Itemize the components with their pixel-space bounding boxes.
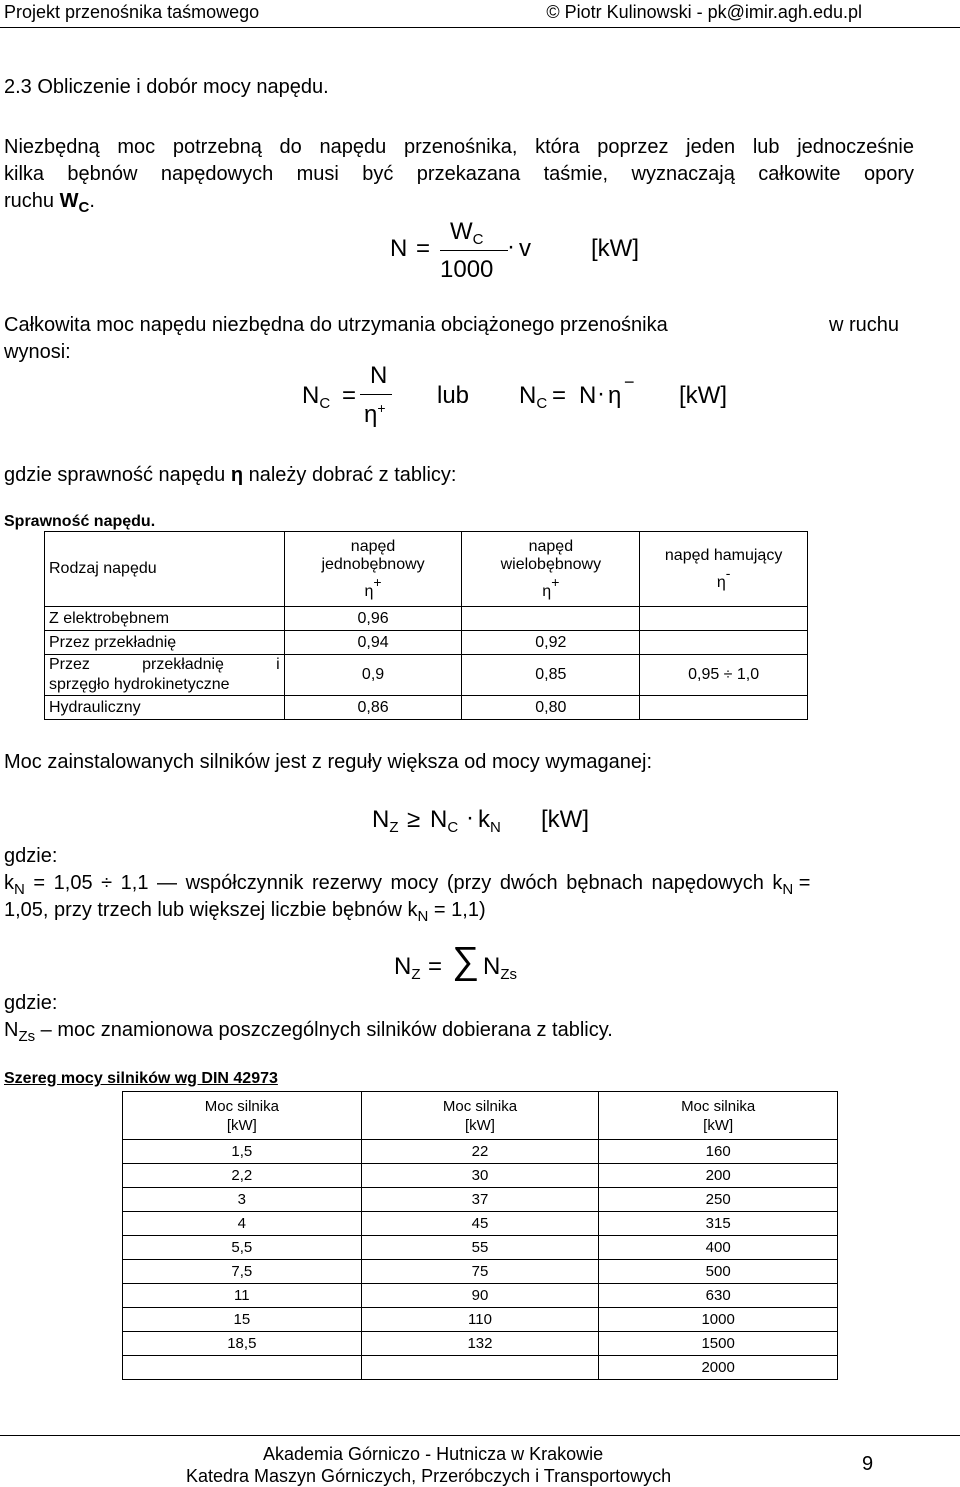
power-cell-col3: 1500 — [599, 1332, 838, 1356]
where1-line-2 — [4, 897, 486, 930]
f2-denominator — [364, 400, 386, 429]
f3-nc-sub: C — [447, 819, 459, 836]
table-row — [123, 1140, 838, 1164]
wc-subscript: C — [78, 199, 90, 216]
eff-text-suffix: należy dobrać z tablicy: — [243, 464, 457, 486]
power-cell-col1: 3 — [123, 1188, 362, 1212]
f4-eq: = — [428, 953, 443, 980]
eff-cell-type: Z elektrobębnem — [45, 607, 285, 631]
power-cell-col2: 110 — [361, 1308, 599, 1332]
eff-header-multi-sup: + — [551, 573, 560, 590]
f4-sum-sign: ∑ — [452, 940, 480, 982]
f3-mult: · — [466, 804, 474, 831]
eff-header-multi-l1: napęd — [528, 537, 574, 555]
f1-eq: = — [416, 235, 431, 262]
eff-text — [4, 462, 456, 489]
power-header-col2 — [361, 1092, 599, 1140]
header-left: Projekt przenośnika taśmowego — [4, 2, 260, 22]
power-header-col3-l2: [kW] — [703, 1116, 734, 1134]
eff-cell-braking — [640, 607, 808, 631]
eff-header-row — [45, 532, 808, 607]
table-row — [123, 1308, 838, 1332]
intro-line-2: kilka bębnów napędowych musi być przekazana taśmie, wyznaczają całkowite opory — [4, 163, 914, 185]
power-header-row — [123, 1092, 838, 1140]
intro-line-3-end: . — [89, 190, 95, 212]
eff-cell-type — [45, 655, 285, 696]
f1-num-sub: C — [472, 231, 484, 248]
f1-mult: · — [507, 233, 515, 260]
wc-symbol — [59, 190, 90, 216]
power-header-col2-l1: Moc silnika — [442, 1097, 518, 1115]
installed-text: Moc zainstalowanych silników jest z reguły większa od mocy wymaganej: — [4, 751, 653, 773]
power-cell-col2: 45 — [361, 1212, 599, 1236]
efficiency-table — [44, 531, 808, 720]
f4-rhs-sub: Zs — [500, 966, 518, 983]
eff-text-eta: η — [230, 464, 244, 486]
f3-nc-letter: N — [430, 806, 448, 833]
eff-table-caption: Sprawność napędu. — [4, 513, 156, 530]
f2-unit: [kW] — [679, 382, 727, 409]
power-cell-col3: 400 — [599, 1236, 838, 1260]
power-cell-col3: 1000 — [599, 1308, 838, 1332]
where1-label: gdzie: — [4, 845, 58, 867]
table-row — [45, 607, 808, 631]
power-cell-col3: 630 — [599, 1284, 838, 1308]
power-cell-col1: 7,5 — [123, 1260, 362, 1284]
eff-header-braking-sym — [644, 565, 803, 592]
eff-cell-single: 0,9 — [284, 655, 462, 696]
power-cell-col2: 55 — [361, 1236, 599, 1260]
eff-cell-multi: 0,80 — [462, 696, 640, 720]
eff-header-braking-l1: napęd hamujący — [664, 546, 783, 564]
intro-line-3-text: ruchu — [4, 190, 60, 212]
power-header-col1-l1: Moc silnika — [204, 1097, 279, 1115]
f4-lhs-letter: N — [394, 953, 412, 980]
table-row — [123, 1260, 838, 1284]
eff-header-braking-sup: - — [725, 564, 731, 581]
eff-cell-multi: 0,92 — [462, 631, 640, 655]
eff-header-type: Rodzaj napędu — [45, 532, 285, 607]
eff-cell-single: 0,96 — [284, 607, 462, 631]
table-row — [45, 696, 808, 720]
eff-header-multi-sym — [466, 574, 635, 601]
eff-cell-multi: 0,85 — [462, 655, 640, 696]
footer-line-2: Katedra Maszyn Górniczych, Przeróbczych i Transportowych — [186, 1466, 672, 1486]
f2-lhs2-sub: C — [536, 395, 548, 412]
f2-lhs-letter: N — [302, 382, 320, 409]
f2-eq: = — [342, 382, 357, 409]
f3-op: ≥ — [407, 806, 421, 833]
f2-eq2: = — [552, 382, 567, 409]
eff-cell-multi — [462, 607, 640, 631]
eff-cell-type-l2: sprzęgło hydrokinetyczne — [49, 676, 230, 693]
f2-or: lub — [437, 382, 470, 409]
power-header-col1-l2: [kW] — [226, 1116, 257, 1134]
power-series-table — [122, 1091, 838, 1380]
power-cell-col2 — [361, 1356, 599, 1380]
eff-cell-single: 0,86 — [284, 696, 462, 720]
eff-header-multi — [462, 532, 640, 607]
footer-rule — [0, 1435, 960, 1436]
eff-header-braking — [640, 532, 808, 607]
f3-nc — [430, 806, 458, 836]
where1-text1-sub: N — [782, 881, 794, 898]
total-text-line-1-end: w ruchu — [829, 314, 900, 336]
eff-header-braking-eta: η — [716, 573, 726, 591]
power-cell-col3: 160 — [599, 1140, 838, 1164]
f2-eta: η — [608, 382, 622, 409]
power-cell-col2: 37 — [361, 1188, 599, 1212]
power-cell-col1: 15 — [123, 1308, 362, 1332]
eff-cell-braking — [640, 696, 808, 720]
f3-lhs-sub: Z — [389, 819, 399, 836]
f2-lhs2-letter: N — [519, 382, 537, 409]
where2-line — [4, 1017, 613, 1050]
f2-mult: · — [597, 380, 605, 407]
f4-rhs — [483, 953, 517, 983]
where2-label: gdzie: — [4, 992, 58, 1014]
where1-text1-end: = — [793, 872, 811, 894]
table-row — [123, 1212, 838, 1236]
f1-var: v — [519, 235, 531, 262]
power-table-caption: Szereg mocy silników wg DIN 42973 — [4, 1070, 278, 1087]
where1-line2-sub: N — [417, 908, 429, 925]
total-text-line-2: wynosi: — [4, 341, 71, 363]
total-text-line-1: Całkowita moc napędu niezbędna do utrzymania obciążonego przenośnika — [4, 314, 668, 336]
power-cell-col2: 22 — [361, 1140, 599, 1164]
table-row — [123, 1332, 838, 1356]
eff-cell-type-l1: Przez przekładnię i — [49, 656, 280, 673]
eff-text-prefix: gdzie sprawność napędu — [4, 464, 231, 486]
power-header-col3 — [599, 1092, 838, 1140]
f2-lhs-sub: C — [319, 395, 331, 412]
f1-fraction-bar — [440, 250, 508, 251]
power-cell-col2: 30 — [361, 1164, 599, 1188]
table-row — [45, 631, 808, 655]
f1-lhs: N — [390, 235, 408, 262]
f2-lhs — [302, 382, 330, 412]
where2-text: – moc znamionowa poszczególnych silników dobierana z tablicy. — [35, 1019, 613, 1041]
f4-lhs-sub: Z — [411, 966, 421, 983]
intro-line-3 — [4, 188, 95, 221]
f1-unit: [kW] — [591, 235, 639, 262]
f3-k — [478, 806, 501, 836]
f3-k-letter: k — [478, 806, 490, 833]
eff-cell-type: Przez przekładnię — [45, 631, 285, 655]
eff-header-single — [284, 532, 462, 607]
f2-lhs2 — [519, 382, 547, 412]
where1-k: k — [4, 872, 14, 894]
header-right: © Piotr Kulinowski - pk@imir.agh.edu.pl — [546, 2, 862, 22]
f1-denominator: 1000 — [440, 256, 494, 283]
power-cell-col2: 75 — [361, 1260, 599, 1284]
where1-line2-b: = 1,1) — [428, 899, 486, 921]
table-row — [123, 1188, 838, 1212]
power-cell-col3: 315 — [599, 1212, 838, 1236]
where1-text1: = 1,05 ÷ 1,1 — współczynnik rezerwy mocy (przy dwóch bębnach napędowych k — [24, 872, 783, 894]
wc-letter: W — [59, 190, 79, 212]
power-cell-col1: 5,5 — [123, 1236, 362, 1260]
section-title: 2.3 Obliczenie i dobór mocy napędu. — [4, 76, 329, 98]
table-row — [123, 1236, 838, 1260]
power-cell-col1 — [123, 1356, 362, 1380]
eff-cell-type: Hydrauliczny — [45, 696, 285, 720]
power-cell-col3: 500 — [599, 1260, 838, 1284]
power-cell-col2: 132 — [361, 1332, 599, 1356]
where2-sym-sub: Zs — [18, 1028, 36, 1045]
eff-cell-braking — [640, 631, 808, 655]
intro-line-1: Niezbędną moc potrzebną do napędu przenośnika, która poprzez jeden lub jednocześnie — [4, 136, 914, 158]
footer-line-1: Akademia Górniczo - Hutnicza w Krakowie — [263, 1444, 604, 1464]
power-header-col1 — [123, 1092, 362, 1140]
power-cell-col1: 1,5 — [123, 1140, 362, 1164]
eff-cell-single: 0,94 — [284, 631, 462, 655]
power-cell-col3: 250 — [599, 1188, 838, 1212]
page-number: 9 — [862, 1453, 874, 1475]
power-cell-col3: 200 — [599, 1164, 838, 1188]
f2-den-sup: + — [377, 400, 386, 416]
f2-den-eta: η — [364, 401, 378, 428]
where1-k-sub: N — [14, 881, 25, 898]
power-cell-col1: 4 — [123, 1212, 362, 1236]
f2-rhs2: N — [579, 382, 597, 409]
where1-line2-a: 1,05, przy trzech lub większej liczbie bębnów k — [4, 899, 418, 921]
power-cell-col3: 2000 — [599, 1356, 838, 1380]
power-header-col3-l1: Moc silnika — [681, 1097, 756, 1115]
table-row — [123, 1284, 838, 1308]
power-cell-col1: 18,5 — [123, 1332, 362, 1356]
table-row — [123, 1356, 838, 1380]
f2-fraction-bar — [360, 394, 392, 395]
where2-sym: N — [4, 1019, 19, 1041]
header-rule — [0, 27, 960, 28]
f2-numerator: N — [370, 362, 388, 389]
f2-eta-minus-mark: − — [624, 372, 635, 392]
eff-header-single-l2: jednobębnowy — [321, 555, 425, 573]
f3-unit: [kW] — [541, 806, 589, 833]
eff-header-multi-l2: wielobębnowy — [500, 555, 602, 573]
power-cell-col2: 90 — [361, 1284, 599, 1308]
f3-lhs — [372, 806, 399, 836]
f4-lhs — [394, 953, 421, 983]
eff-header-single-eta: η — [364, 582, 374, 600]
eff-header-single-sym — [289, 574, 458, 601]
power-header-col2-l2: [kW] — [464, 1116, 495, 1134]
f3-lhs-letter: N — [372, 806, 390, 833]
eff-header-single-sup: + — [373, 573, 382, 590]
eff-cell-braking: 0,95 ÷ 1,0 — [640, 655, 808, 696]
eff-header-multi-eta: η — [542, 582, 552, 600]
table-row — [123, 1164, 838, 1188]
f4-rhs-letter: N — [483, 953, 501, 980]
table-row — [45, 655, 808, 696]
f3-k-sub: N — [490, 819, 501, 836]
f1-num-letter: W — [450, 218, 473, 245]
f1-numerator — [450, 218, 484, 248]
power-cell-col1: 2,2 — [123, 1164, 362, 1188]
eff-header-single-l1: napęd — [350, 537, 396, 555]
power-cell-col1: 11 — [123, 1284, 362, 1308]
